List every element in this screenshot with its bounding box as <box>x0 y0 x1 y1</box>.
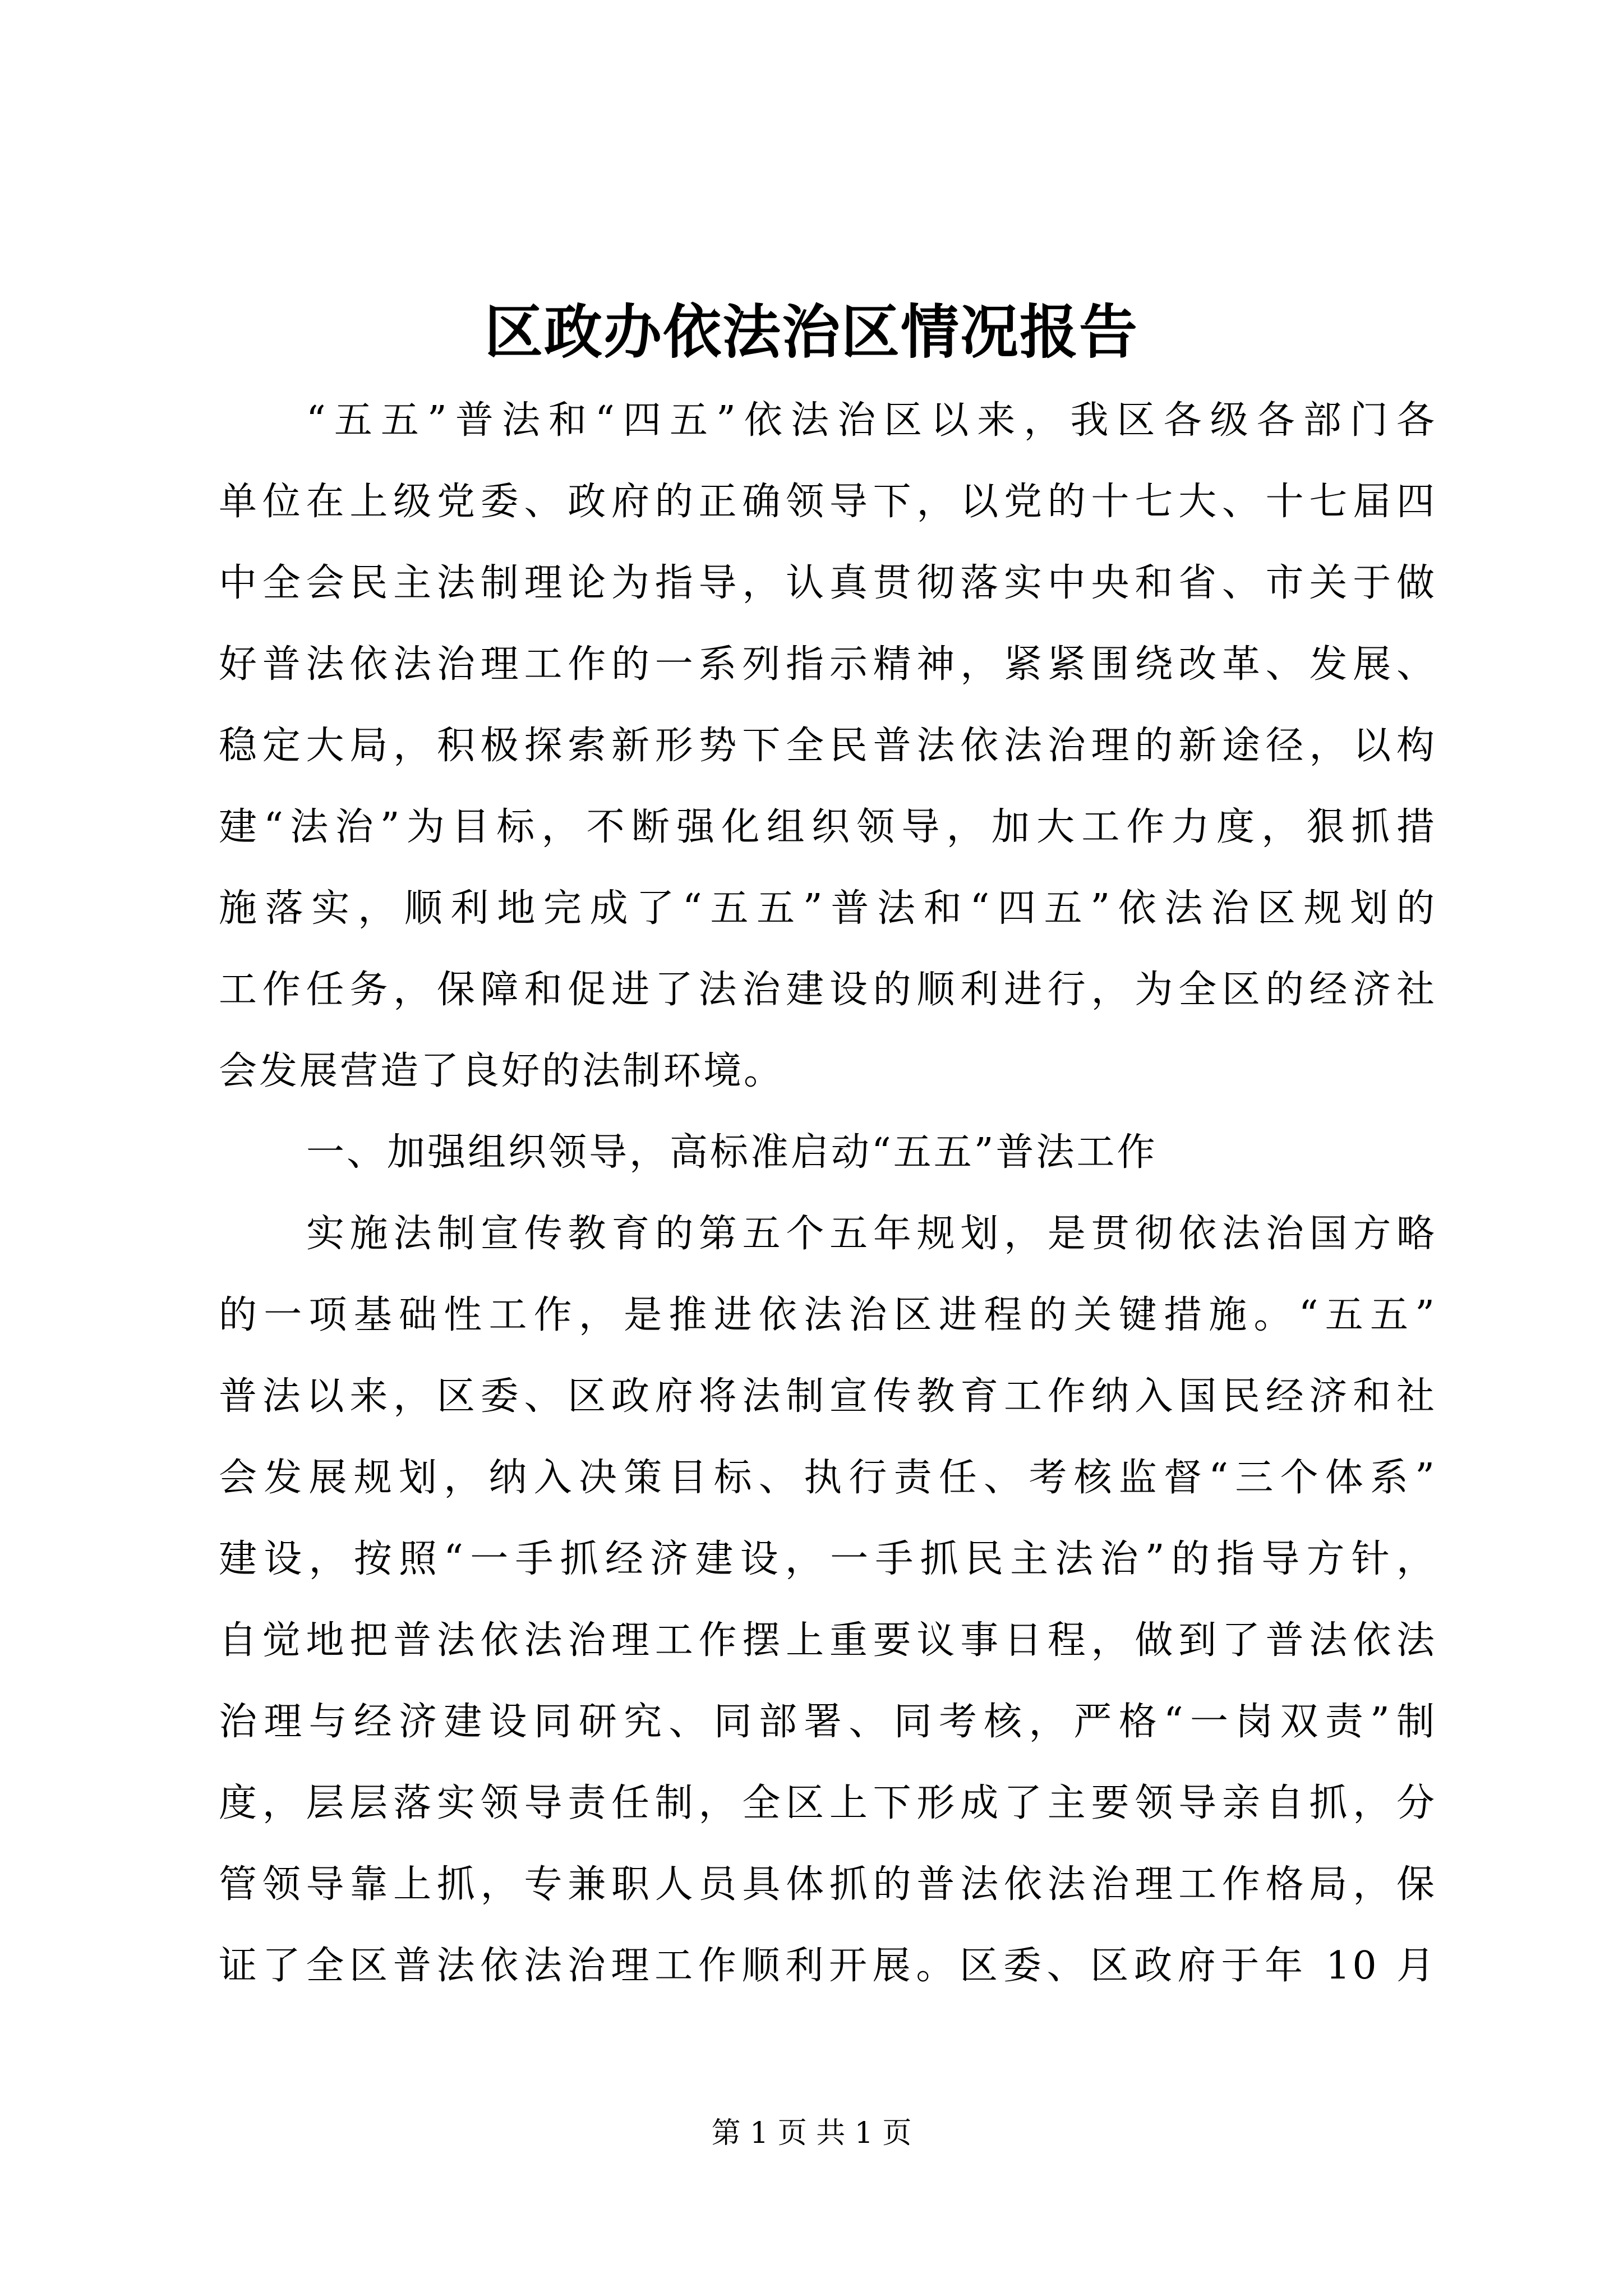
paragraph-line: 建“法治”为目标，不断强化组织领导，加大工作力度，狠抓措 <box>219 805 1437 849</box>
paragraph-line: 中全会民主法制理论为指导，认真贯彻落实中央和省、市关于做 <box>219 561 1437 605</box>
paragraph-line: 证了全区普法依法治理工作顺利开展。区委、区政府于年 10 月 <box>219 1944 1437 1988</box>
paragraph-line: 好普法依法治理工作的一系列指示精神，紧紧围绕改革、发展、 <box>219 642 1437 687</box>
paragraph-line: “五五”普法和“四五”依法治区以来，我区各级各部门各 <box>306 398 1437 443</box>
paragraph-line: 治理与经济建设同研究、同部署、同考核，严格“一岗双责”制 <box>219 1700 1437 1744</box>
paragraph-line: 度，层层落实领导责任制，全区上下形成了主要领导亲自抓，分 <box>219 1781 1437 1825</box>
document-title: 区政办依法治区情况报告 <box>484 297 1138 366</box>
paragraph-line: 施落实，顺利地完成了“五五”普法和“四五”依法治区规划的 <box>219 886 1437 931</box>
paragraph-line: 工作任务，保障和促进了法治建设的顺利进行，为全区的经济社 <box>219 968 1437 1012</box>
paragraph-line: 普法以来，区委、区政府将法制宣传教育工作纳入国民经济和社 <box>219 1374 1437 1419</box>
paragraph-line: 会发展规划，纳入决策目标、执行责任、考核监督“三个体系” <box>219 1456 1437 1500</box>
page-footer: 第 1 页 共 1 页 <box>711 2116 912 2150</box>
paragraph-line: 的一项基础性工作，是推进依法治区进程的关键措施。“五五” <box>219 1293 1437 1337</box>
paragraph-line: 单位在上级党委、政府的正确领导下，以党的十七大、十七届四 <box>219 480 1437 524</box>
paragraph-line: 自觉地把普法依法治理工作摆上重要议事日程，做到了普法依法 <box>219 1618 1437 1663</box>
paragraph-line: 建设，按照“一手抓经济建设，一手抓民主法治”的指导方针， <box>219 1537 1437 1581</box>
section-heading: 一、加强组织领导，高标准启动“五五”普法工作 <box>306 1130 1158 1175</box>
paragraph-line: 会发展营造了良好的法制环境。 <box>219 1049 785 1093</box>
paragraph-line: 稳定大局，积极探索新形势下全民普法依法治理的新途径，以构 <box>219 724 1437 768</box>
paragraph-line: 实施法制宣传教育的第五个五年规划，是贯彻依法治国方略 <box>306 1212 1437 1256</box>
paragraph-line: 管领导靠上抓，专兼职人员具体抓的普法依法治理工作格局，保 <box>219 1862 1437 1907</box>
